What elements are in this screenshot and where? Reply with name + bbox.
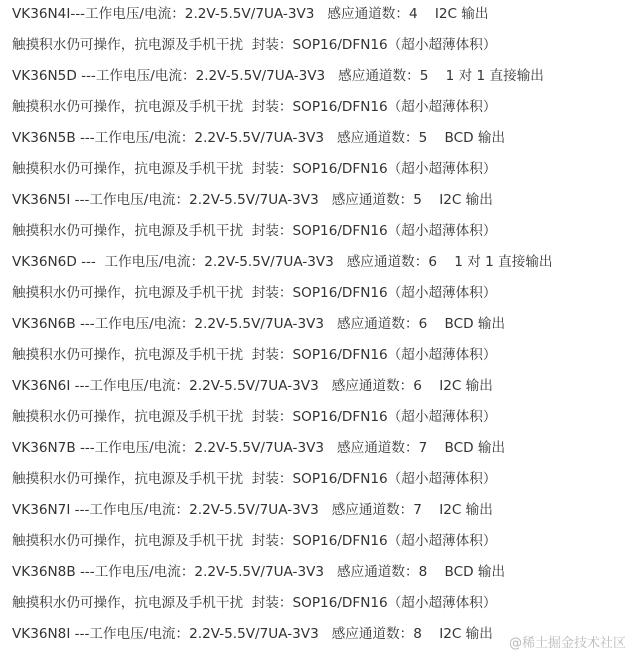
spec-line-model: VK36N4I---工作电压/电流：2.2V-5.5V/7UA-3V3 感应通道数：4 I2C 输出 (12, 6, 489, 22)
spec-line-model: VK36N8I ---工作电压/电流：2.2V-5.5V/7UA-3V3 感应通道数：8 I2C 输出 (12, 626, 493, 642)
spec-line-package: 触摸积水仍可操作，抗电源及手机干扰 封装：SOP16/DFN16（超小超薄体积） (12, 533, 497, 549)
spec-line-model: VK36N6D --- 工作电压/电流：2.2V-5.5V/7UA-3V3 感应通道数：6 1 对 1 直接输出 (12, 254, 553, 270)
spec-line-model: VK36N6I ---工作电压/电流：2.2V-5.5V/7UA-3V3 感应通道数：6 I2C 输出 (12, 378, 493, 394)
spec-line-package: 触摸积水仍可操作，抗电源及手机干扰 封装：SOP16/DFN16（超小超薄体积） (12, 223, 497, 239)
spec-line-package: 触摸积水仍可操作，抗电源及手机干扰 封装：SOP16/DFN16（超小超薄体积） (12, 347, 497, 363)
spec-line-model: VK36N7I ---工作电压/电流：2.2V-5.5V/7UA-3V3 感应通道数：7 I2C 输出 (12, 502, 493, 518)
spec-line-package: 触摸积水仍可操作，抗电源及手机干扰 封装：SOP16/DFN16（超小超薄体积） (12, 409, 497, 425)
spec-line-package: 触摸积水仍可操作，抗电源及手机干扰 封装：SOP16/DFN16（超小超薄体积） (12, 595, 497, 611)
spec-line-package: 触摸积水仍可操作，抗电源及手机干扰 封装：SOP16/DFN16（超小超薄体积） (12, 99, 497, 115)
spec-line-model: VK36N8B ---工作电压/电流：2.2V-5.5V/7UA-3V3 感应通道数：8 BCD 输出 (12, 564, 506, 580)
watermark: @稀土掘金技术社区 (508, 636, 626, 651)
spec-line-model: VK36N5D ---工作电压/电流：2.2V-5.5V/7UA-3V3 感应通道数：5 1 对 1 直接输出 (12, 68, 544, 84)
spec-line-package: 触摸积水仍可操作，抗电源及手机干扰 封装：SOP16/DFN16（超小超薄体积） (12, 471, 497, 487)
spec-line-package: 触摸积水仍可操作，抗电源及手机干扰 封装：SOP16/DFN16（超小超薄体积） (12, 161, 497, 177)
spec-line-model: VK36N7B ---工作电压/电流：2.2V-5.5V/7UA-3V3 感应通道数：7 BCD 输出 (12, 440, 506, 456)
spec-line-model: VK36N5B ---工作电压/电流：2.2V-5.5V/7UA-3V3 感应通道数：5 BCD 输出 (12, 130, 506, 146)
spec-line-model: VK36N5I ---工作电压/电流：2.2V-5.5V/7UA-3V3 感应通道数：5 I2C 输出 (12, 192, 493, 208)
spec-line-package: 触摸积水仍可操作，抗电源及手机干扰 封装：SOP16/DFN16（超小超薄体积） (12, 37, 497, 53)
spec-line-package: 触摸积水仍可操作，抗电源及手机干扰 封装：SOP16/DFN16（超小超薄体积） (12, 285, 497, 301)
spec-line-model: VK36N6B ---工作电压/电流：2.2V-5.5V/7UA-3V3 感应通道数：6 BCD 输出 (12, 316, 506, 332)
